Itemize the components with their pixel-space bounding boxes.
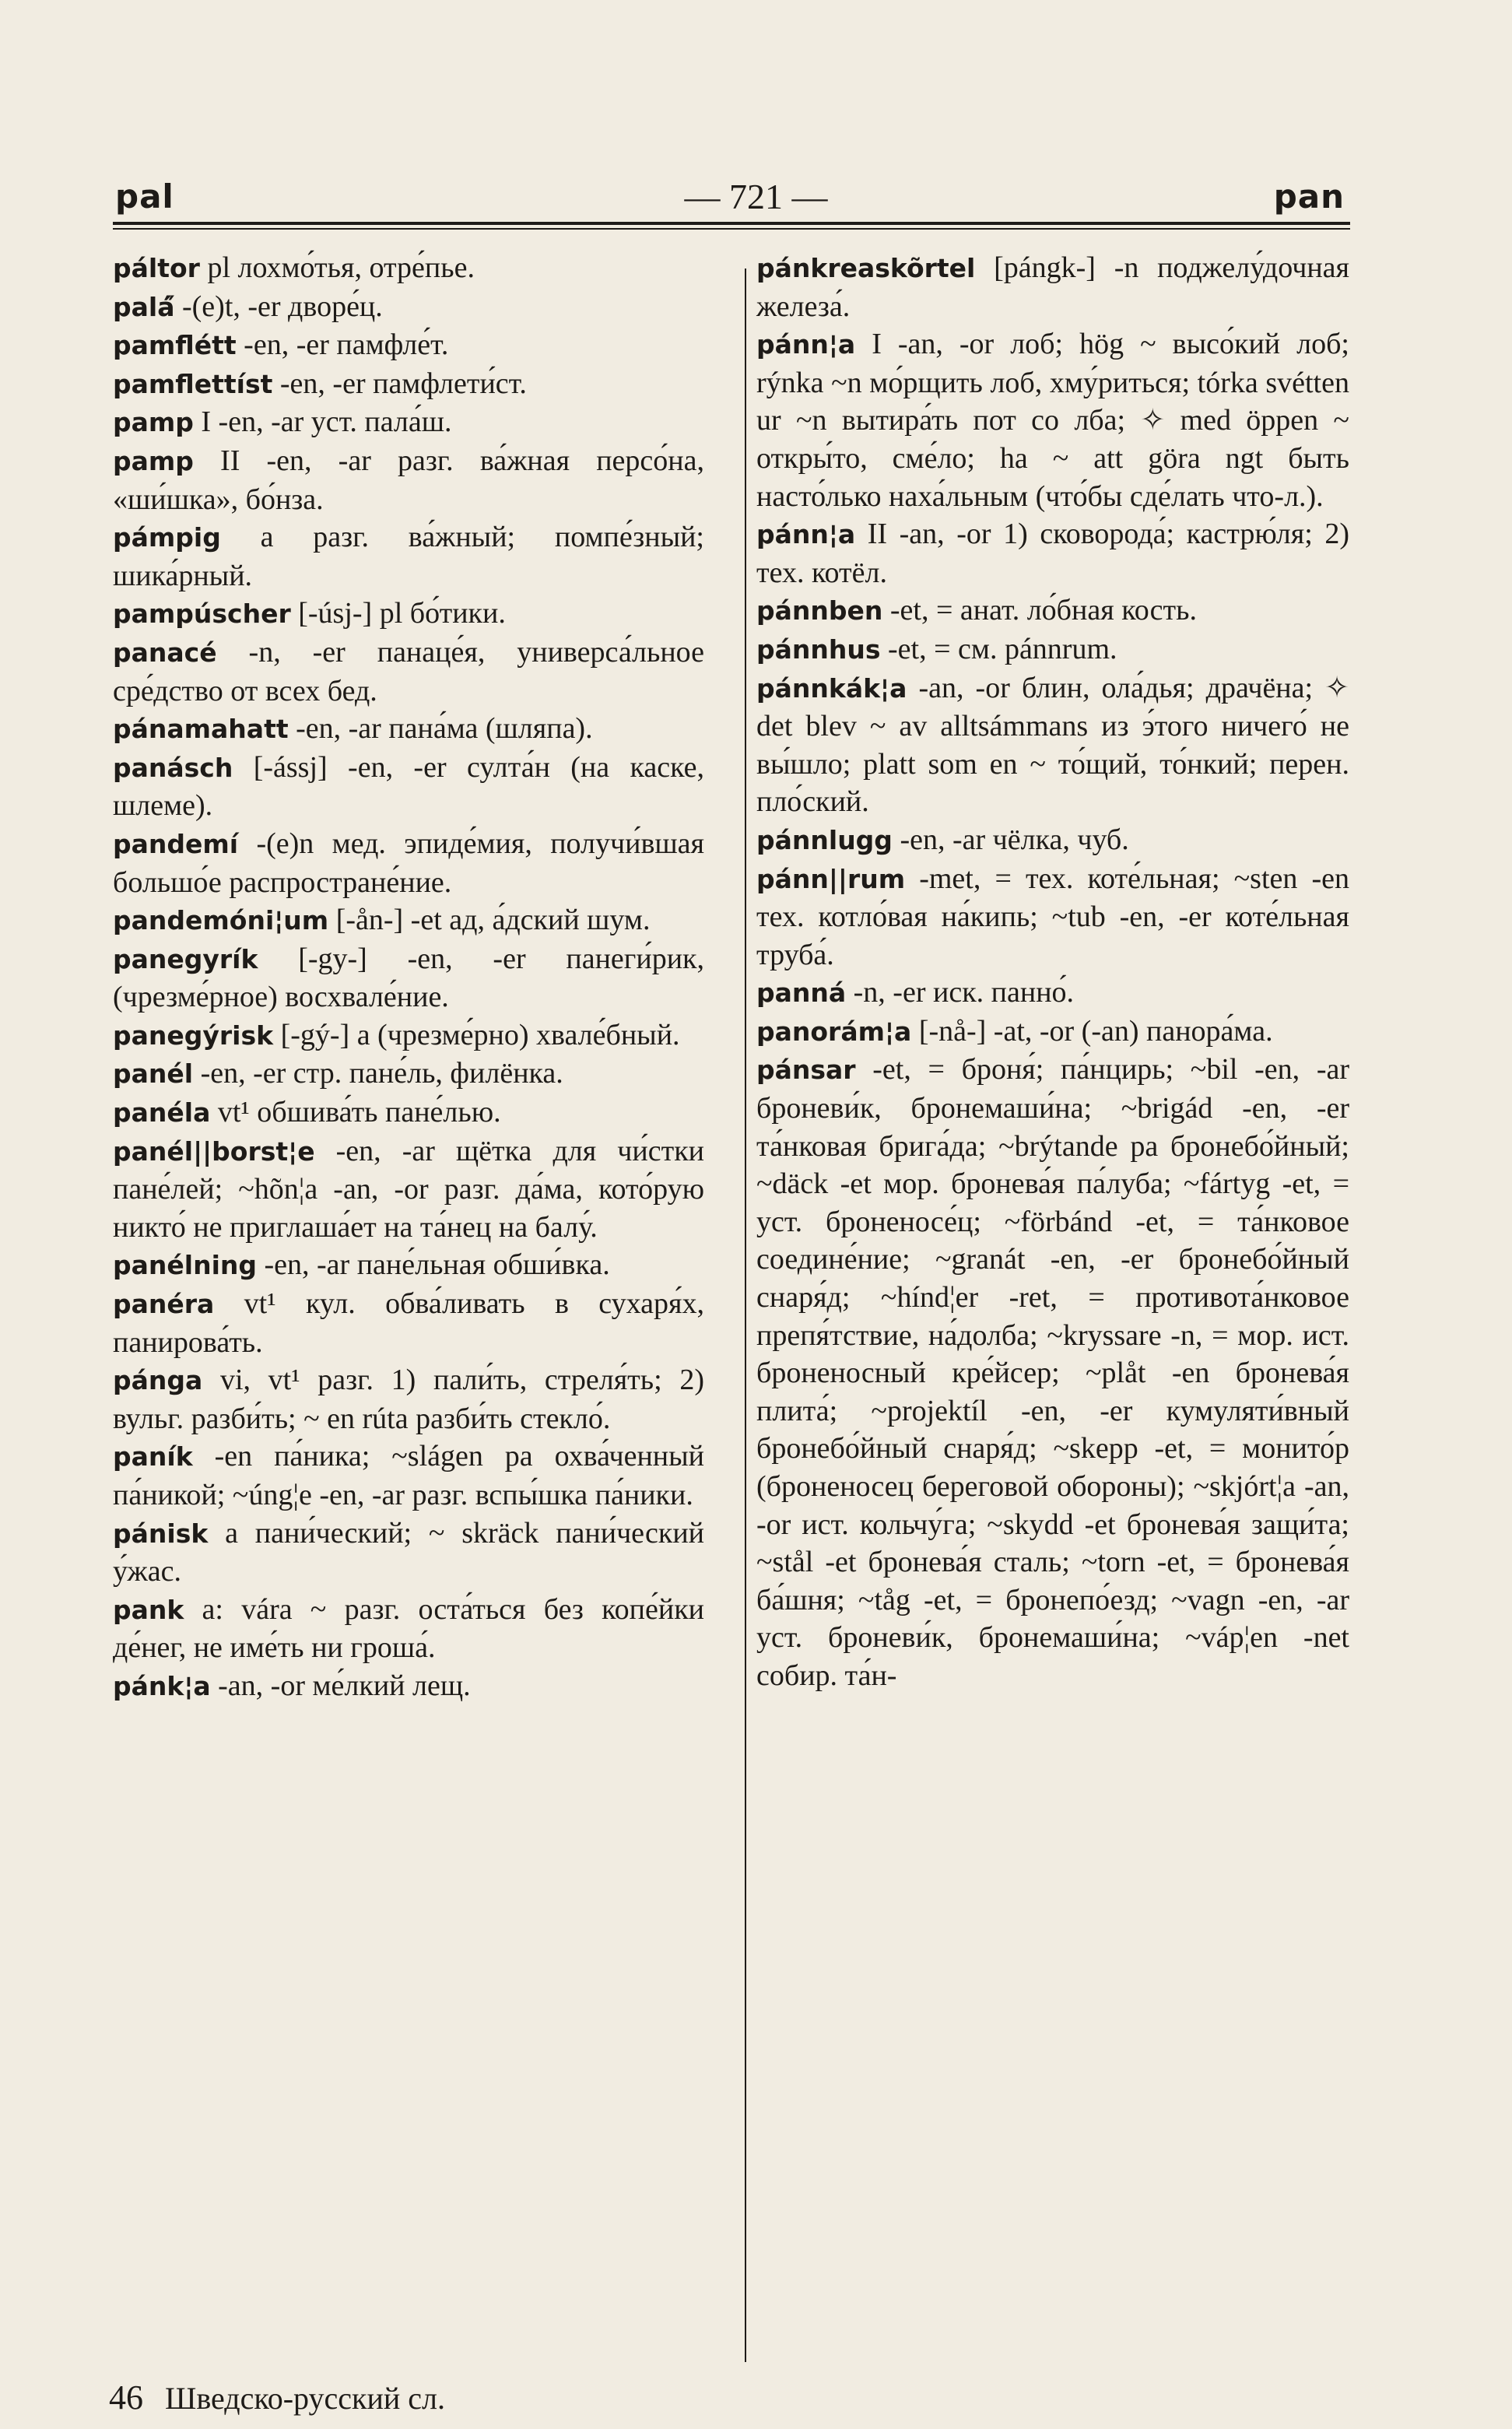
entry-definition: -(e)t, -er дворе́ц.	[174, 290, 383, 323]
dictionary-entry	[113, 940, 704, 1016]
entry-definition: [-ássj] -en, -er султа́н (на каске, шлеме).	[113, 750, 704, 823]
entry-headword: pánisk	[113, 1518, 209, 1549]
entry-headword: paník	[113, 1441, 193, 1472]
dictionary-entry	[756, 1013, 1349, 1051]
entry-headword: panéla	[113, 1097, 211, 1129]
entry-definition: -en, -ar пана́ма (шляпа).	[288, 712, 593, 746]
entry-definition: II -en, -ar разг. ва́жная персо́на, «ши́шка», бо́нза.	[113, 444, 704, 516]
dictionary-entry	[756, 630, 1349, 669]
entry-definition: -et, = см. pánnrum.	[880, 632, 1117, 665]
signature-title: Шведско-русский сл.	[165, 2381, 445, 2416]
page-number: — 721 —	[684, 177, 828, 216]
entry-headword: pánk¦a	[113, 1670, 211, 1701]
entry-headword: panná	[756, 978, 847, 1009]
entry-definition: -en, -ar пане́льная обши́вка.	[257, 1248, 610, 1282]
entry-definition: -an, -or ме́лкий лещ.	[210, 1669, 471, 1702]
entry-headword: panegýrisk	[113, 1020, 274, 1051]
entry-headword: pánnhus	[756, 634, 881, 665]
entry-headword: pánn¦a	[756, 519, 856, 550]
entry-headword: pandemóni¦um	[113, 905, 329, 936]
entry-headword: páltor	[113, 253, 200, 283]
dictionary-entry	[756, 1051, 1349, 1694]
running-head-left: pal	[115, 177, 174, 216]
dictionary-entry	[113, 1093, 704, 1132]
entry-definition: [-gý-] a (чрезме́рно) хвале́бный.	[273, 1018, 680, 1051]
entry-definition: [-gy-] -en, -er панеги́рик, (чрезме́рное) восхвале́ние.	[113, 942, 704, 1014]
entry-headword: pank	[113, 1594, 184, 1625]
dictionary-entry	[113, 326, 704, 365]
dictionary-entry	[113, 403, 704, 442]
entry-headword: panél||borst¦e	[113, 1136, 315, 1167]
entry-definition: -an, -or блин, ола́дья; драчёна; ✧ det blev ~ av alltsámmans из э́того ничего́ не вы́шло; platt som en ~ то́щий, то́нкий; перен. пло́ский.	[756, 671, 1349, 819]
entry-definition: a пани́ческий; ~ skräck пани́ческий у́жас.	[113, 1516, 704, 1588]
dictionary-entry	[113, 1016, 704, 1055]
dictionary-entry	[113, 1132, 704, 1247]
dictionary-entry	[113, 1246, 704, 1285]
dictionary-entry	[113, 1515, 704, 1591]
signature-footer	[109, 2378, 445, 2417]
entry-headword: pánga	[113, 1365, 203, 1396]
dictionary-entry	[756, 325, 1349, 515]
dictionary-entry	[113, 710, 704, 749]
column-divider	[745, 269, 746, 2362]
signature-number: 46	[109, 2378, 143, 2417]
header-rule	[113, 222, 1350, 225]
entry-headword: pánn||rum	[756, 863, 906, 894]
dictionary-entry	[756, 821, 1349, 860]
entry-definition: vt¹ кул. обва́ливать в сухаря́х, панирова́ть.	[113, 1287, 704, 1359]
dictionary-entry	[113, 1667, 704, 1706]
dictionary-entry	[113, 595, 704, 634]
entry-headword: pánn¦a	[756, 329, 856, 360]
dictionary-entry	[756, 860, 1349, 974]
dictionary-entry	[113, 1285, 704, 1361]
dictionary-entry	[756, 669, 1349, 821]
dictionary-entry	[113, 634, 704, 710]
entry-headword: pánnben	[756, 595, 883, 627]
dictionary-entry	[113, 442, 704, 518]
entry-headword: panacé	[113, 637, 217, 668]
entry-definition: [pángk-] -n поджелу́дочная железа́.	[756, 251, 1349, 323]
entry-headword: pánamahatt	[113, 714, 289, 745]
entry-headword: panél	[113, 1058, 194, 1090]
entry-headword: panorám¦a	[756, 1016, 912, 1047]
dictionary-entry	[756, 515, 1349, 591]
entry-definition: a: vára ~ разг. оста́ться без копе́йки де́нег, не име́ть ни гроша́.	[113, 1592, 704, 1665]
entry-headword: pánnkák¦a	[756, 672, 907, 704]
entry-definition: -(e)n мед. эпиде́мия, получи́вшая большо́е распростране́ние.	[113, 827, 704, 899]
dictionary-entry	[113, 1591, 704, 1667]
entry-definition: -et, = броня́; па́нцирь; ~bil -en, -ar броневи́к, бронемаши́на; ~brigád -en, -er та́нковая брига́да; ~brýtande pa бронебо́йный; ~däck -et мор. бронева́я па́луба; ~fártyg -et, = уст. броненосе́ц; ~förbánd -et, = та́нковое соедине́ние; ~granát -en, -er бронебо́йный снаря́д; ~hínd¦er -ret, = противота́нковое препя́тствие, на́долба; ~kryssare -n, = мор. ист. броненосный кре́йсер; ~plåt -en бронева́я плита́; ~projektíl -en, -er кумуляти́вный бронебо́йный снаря́д; ~skepp -et, = монито́р (броненосец береговой обороны); ~skjórt¦a -an, -or ист. кольчу́га; ~skydd -et бронева́я защи́та; ~stål -et бронева́я сталь; ~torn -et, = бронева́я ба́шня; ~tåg -et, = бронепо́езд; ~vagn -en, -ar уст. броневи́к, бронемаши́на; ~váp¦en -net собир. та́н-	[756, 1053, 1349, 1692]
entry-definition: -met, = тех. коте́льная; ~sten -en тех. котло́вая на́кипь; ~tub -en, -er коте́льная труба́.	[756, 862, 1349, 971]
dictionary-entry	[113, 1055, 704, 1093]
entry-definition: -en, -ar щётка для чи́стки пане́лей; ~hõn¦a -an, -or разг. да́ма, кото́рую никто́ не приглаша́ет на та́нец на балу́.	[113, 1134, 704, 1244]
entry-headword: panegyrík	[113, 943, 258, 974]
entry-definition: I -an, -or лоб; hög ~ высо́кий лоб; rýnka ~n мо́рщить лоб, хму́риться; tórka svétten ur ~n вытира́ть пот со лба; ✧ med öppen ~ откры́то, сме́ло; ha ~ att göra ngt быть насто́лько наха́льным (что́бы сде́лать что-л.).	[756, 328, 1349, 513]
entry-headword: pámpig	[113, 522, 221, 553]
entry-headword: pampúscher	[113, 598, 291, 630]
entry-definition: -n, -er панаце́я, универса́льное сре́дство от всех бед.	[113, 635, 704, 707]
right-column	[756, 249, 1349, 1695]
entry-headword: pamp	[113, 407, 194, 438]
entry-headword: palá̋	[113, 291, 175, 322]
entry-headword: pánsar	[756, 1055, 856, 1086]
dictionary-entry	[113, 1361, 704, 1437]
entry-definition: I -en, -ar уст. пала́ш.	[193, 405, 452, 439]
left-column	[113, 249, 704, 1706]
dictionary-entry	[113, 1437, 704, 1514]
entry-definition: -et, = анат. ло́бная кость.	[882, 594, 1197, 627]
dictionary-entry	[113, 749, 704, 825]
running-head-right: pan	[1273, 177, 1345, 216]
entry-definition: -en, -ar чёлка, чуб.	[892, 823, 1129, 856]
entry-definition: [-nå-] -at, -or (-an) панора́ма.	[911, 1014, 1273, 1048]
entry-headword: panásch	[113, 752, 233, 783]
entry-headword: pánkreaskõrtel	[756, 253, 976, 283]
entry-definition: [-ån-] -et ад, а́дский шум.	[328, 904, 651, 937]
dictionary-entry	[113, 288, 704, 327]
entry-definition: vi, vt¹ разг. 1) пали́ть, стреля́ть; 2) вульг. разби́ть; ~ en rúta разби́ть стекло́.	[113, 1364, 704, 1435]
dictionary-entry	[113, 365, 704, 404]
entry-definition: a разг. ва́жный; помпе́зный; шика́рный.	[113, 521, 704, 592]
dictionary-entry	[113, 518, 704, 595]
entry-definition: [-úsj-] pl бо́тики.	[290, 597, 506, 630]
entry-headword: pamflétt	[113, 330, 237, 361]
entry-definition: vt¹ обшива́ть пане́лью.	[210, 1096, 501, 1129]
dictionary-entry	[113, 825, 704, 901]
dictionary-entry	[756, 974, 1349, 1013]
dictionary-entry	[756, 591, 1349, 630]
dictionary-entry	[113, 901, 704, 940]
entry-definition: II -an, -or 1) сковорода́; кастрю́ля; 2) тех. котёл.	[756, 518, 1349, 589]
entry-definition: -en, -er стр. пане́ль, филёнка.	[193, 1057, 563, 1090]
entry-headword: pandemí	[113, 828, 239, 859]
entry-definition: -en, -er памфлети́ст.	[272, 367, 527, 400]
dictionary-entry	[756, 249, 1349, 325]
entry-headword: pamflettíst	[113, 368, 273, 399]
entry-headword: panélning	[113, 1250, 257, 1281]
entry-definition: -en, -er памфле́т.	[236, 328, 449, 362]
entry-definition: -en па́ника; ~slágen pa охва́ченный па́никой; ~úng¦e -en, -ar разг. вспы́шка па́ники.	[113, 1440, 704, 1511]
entry-headword: panéra	[113, 1289, 215, 1320]
entry-definition: -n, -er иск. панно́.	[846, 976, 1075, 1009]
entry-definition: pl лохмо́тья, отре́пье.	[199, 251, 475, 284]
dictionary-entry	[113, 249, 704, 288]
entry-headword: pánnlugg	[756, 824, 893, 855]
entry-headword: pamp	[113, 445, 194, 476]
header-rule-thin	[113, 228, 1350, 230]
